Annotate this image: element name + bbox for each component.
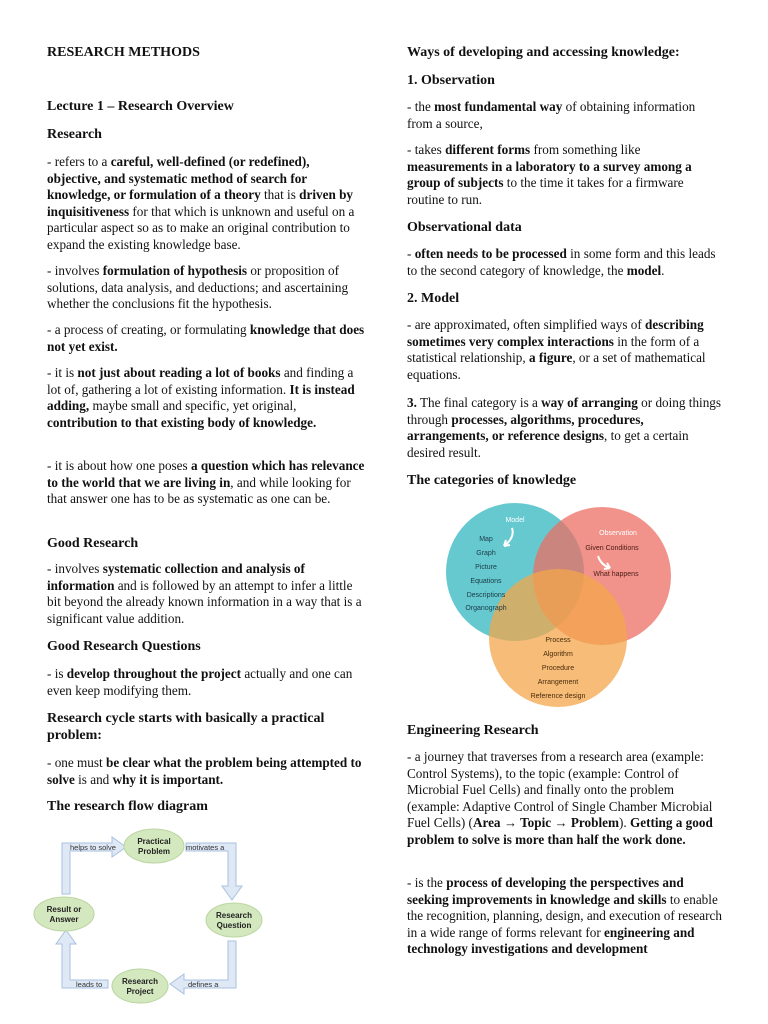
- research-hypothesis-para: [47, 263, 365, 313]
- node-result-answer: [34, 897, 94, 931]
- bold-run: develop throughout the project: [66, 666, 242, 681]
- bold-run: contribution to that existing body of knowledge.: [47, 414, 317, 430]
- observation-para-1: [407, 99, 723, 132]
- bold-run: systematic collection and analysis of information: [47, 561, 305, 593]
- text-run: - a journey that traverses from a research area (example: Control Systems), to the topic (example: Control of Microbial Fuel Cells) and finally onto the problem (example: Adaptive Control of Single Chamber Microbial Fuel Cells) (: [407, 749, 713, 830]
- venn-model-item: Equations: [470, 578, 502, 585]
- text-run: actually and one can even keep modifying them.: [47, 666, 353, 698]
- bold-run: 3.: [407, 395, 417, 410]
- edge-label-helps: helps to solve: [70, 843, 116, 852]
- bold-run: a question which has relevance to the world that we are living in: [47, 458, 365, 490]
- knowledge-venn-diagram: [440, 500, 680, 710]
- engineering-para-2: [407, 875, 723, 958]
- venn-model-item: Map: [479, 536, 493, 543]
- text-run: or doing things through: [407, 395, 722, 427]
- bold-run: not just about reading a lot of books: [77, 365, 281, 380]
- text-run: .: [661, 262, 665, 278]
- text-run: in some form and this leads to the second category of knowledge, the: [407, 246, 716, 278]
- text-run: The final category is a: [416, 395, 542, 410]
- model-heading: 2. Model: [407, 291, 460, 306]
- venn-model-item: Picture: [475, 564, 497, 571]
- text-run: and finding a lot of, gathering a lot of existing information.: [47, 365, 354, 397]
- bold-run: different forms: [445, 142, 531, 157]
- text-run: to enable the recognition, planning, design, and execution of research in a wide range of forms relevant for: [407, 891, 722, 940]
- research-flow-diagram: [28, 826, 268, 1006]
- good-questions-heading: Good Research Questions: [47, 639, 201, 654]
- node-research-project: [112, 969, 168, 1003]
- text-run: - one must: [47, 755, 106, 770]
- bold-run: measurements in a laboratory to a survey among a group of subjects: [407, 158, 692, 190]
- bold-run: way of arranging: [541, 395, 638, 410]
- engineering-research-heading: Engineering Research: [407, 723, 539, 738]
- text-run: - takes: [407, 142, 446, 157]
- text-run: - involves: [47, 263, 103, 278]
- text-run: - involves: [47, 561, 103, 576]
- text-run: and is followed by an attempt to infer a little bit beyond the already known information in a way that is a significant value addition.: [47, 577, 362, 626]
- edge-label-defines: defines a: [188, 980, 219, 989]
- node-practical-label-2: Problem: [137, 847, 171, 856]
- bold-run: Getting a good problem to solve is more than half the work done.: [407, 815, 713, 847]
- bold-run: most fundamental way: [434, 99, 563, 114]
- venn-process-item: Process: [545, 637, 571, 644]
- text-run: that is: [260, 187, 300, 202]
- venn-observation-item: Given Conditions: [585, 545, 639, 552]
- venn-observation-title: Observation: [599, 530, 637, 537]
- observational-data-heading: Observational data: [407, 220, 522, 235]
- lecture-heading: Lecture 1 – Research Overview: [47, 99, 234, 114]
- observation-para-2: [407, 142, 723, 208]
- node-question-label-1: Research: [215, 911, 253, 920]
- text-run: of obtaining information from a source,: [407, 99, 696, 131]
- bold-run: model: [626, 262, 662, 278]
- node-practical-label-1: Practical: [137, 837, 171, 846]
- bold-run: Area → Topic → Problem: [472, 815, 619, 830]
- node-research-question: [206, 903, 262, 937]
- bold-run: describing sometimes very complex interactions: [407, 317, 704, 349]
- venn-process-item: Algorithm: [543, 651, 573, 658]
- node-project-label-1: Research: [121, 977, 159, 986]
- document-title: RESEARCH METHODS: [47, 45, 200, 60]
- venn-model-title: Model: [505, 517, 525, 524]
- bold-run: engineering and technology investigations and development: [407, 924, 695, 956]
- venn-process-item: Reference design: [530, 693, 586, 700]
- text-run: maybe small and specific, yet original,: [89, 398, 297, 413]
- bold-run: process of developing the perspectives and seeking improvements in knowledge and skills: [407, 875, 684, 907]
- good-questions-para: [47, 666, 365, 699]
- model-para: [407, 317, 723, 383]
- bold-run: often needs to be processed: [414, 246, 567, 261]
- bold-run: It is instead adding,: [47, 381, 355, 413]
- good-research-heading: Good Research: [47, 536, 139, 551]
- research-heading: Research: [47, 127, 102, 142]
- text-run: -: [407, 246, 415, 261]
- text-run: - is: [47, 666, 67, 681]
- research-definition-para: [47, 154, 365, 253]
- node-question-label-2: Question: [216, 921, 252, 930]
- text-run: - are approximated, often simplified ways of: [407, 317, 646, 332]
- text-run: , or a set of mathematical equations.: [407, 350, 706, 382]
- text-run: from something like: [530, 142, 641, 157]
- ways-heading: Ways of developing and accessing knowledge:: [407, 45, 680, 60]
- research-question-para: [47, 458, 365, 508]
- bold-run: knowledge that does not yet exist.: [47, 322, 365, 354]
- edge-label-leads: leads to: [76, 980, 103, 989]
- node-result-label-2: Answer: [49, 915, 79, 924]
- third-category-para: [407, 395, 723, 461]
- node-practical-problem: [124, 829, 184, 863]
- venn-process-item: Arrangement: [537, 679, 579, 686]
- venn-model-item: Graph: [476, 550, 496, 557]
- text-run: ).: [618, 815, 630, 830]
- research-knowledge-para: [47, 322, 365, 355]
- research-contribution-para: [47, 365, 365, 431]
- bold-run: careful, well-defined (or redefined), objective, and systematic method of search for knowledge, or formulation of a theory: [47, 154, 310, 202]
- text-run: - it is: [47, 365, 78, 380]
- node-result-label-1: Result or: [46, 905, 82, 914]
- bold-run: processes, algorithms, procedures, arrangements, or reference designs: [407, 411, 644, 443]
- text-run: - is the: [407, 875, 447, 890]
- research-cycle-para: [47, 755, 365, 788]
- research-cycle-heading: Research cycle starts with basically a practical problem:: [47, 711, 325, 743]
- text-run: , to get a certain desired result.: [407, 428, 689, 460]
- venn-model-item: Descriptions: [466, 592, 506, 599]
- bold-run: driven by inquisitiveness: [47, 187, 354, 219]
- good-research-para: [47, 561, 365, 627]
- bold-run: formulation of hypothesis: [102, 263, 248, 278]
- engineering-para-1: [407, 749, 723, 848]
- text-run: - it is about how one poses: [47, 458, 191, 473]
- bold-run: why it is important.: [112, 771, 224, 787]
- text-run: to the time it takes for a firmware routine to run.: [407, 175, 684, 207]
- text-run: , and while looking for that answer one has to be as systematic as one can be.: [47, 474, 351, 506]
- edge-label-motivates: motivates a: [186, 843, 225, 852]
- bold-run: be clear what the problem being attempted to solve: [47, 755, 362, 787]
- observational-data-para: [407, 246, 723, 279]
- text-run: - a process of creating, or formulating: [47, 322, 250, 337]
- venn-observation-item: What happens: [593, 571, 639, 578]
- bold-run: a figure: [528, 350, 573, 365]
- text-run: for that which is unknown and useful on a particular aspect so as to make an original contribution to expand the existing knowledge base.: [47, 203, 355, 252]
- observation-heading: 1. Observation: [407, 73, 495, 88]
- venn-process-item: Procedure: [541, 665, 575, 672]
- text-run: in the form of a statistical relationship,: [407, 333, 700, 365]
- venn-model-item: Organograph: [465, 605, 507, 612]
- text-run: - the: [407, 99, 435, 114]
- flow-diagram-heading: The research flow diagram: [47, 799, 208, 814]
- text-run: - refers to a: [47, 154, 111, 169]
- categories-heading: The categories of knowledge: [407, 473, 577, 488]
- text-run: or proposition of solutions, data analysis, and deductions; and ascertaining whether the conclusions fit the hypothesis.: [47, 263, 349, 311]
- node-project-label-2: Project: [126, 987, 154, 996]
- text-run: is and: [74, 771, 113, 787]
